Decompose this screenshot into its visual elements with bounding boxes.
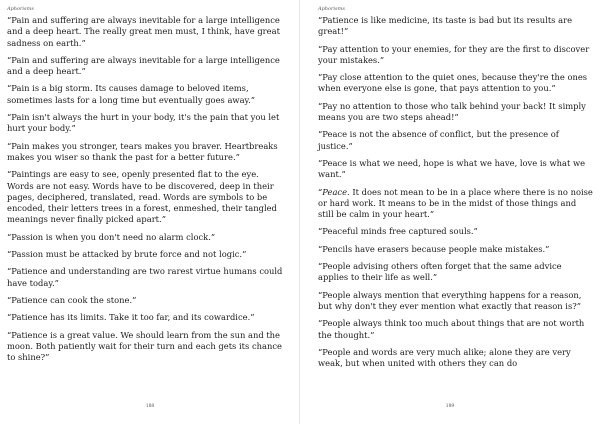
quote [318,72,594,95]
quote [318,101,594,124]
page-number: 189 [445,404,455,409]
quote: “Patience has its limits. Take it too far, and its cowardice.” [7,312,255,323]
quote-text: It does not mean to be in a place where there is no noise or hard work. It means to be in the midst of those things and still be calm in your heart.” [318,186,593,220]
quote [318,158,594,181]
quote [318,187,594,221]
quote [318,44,594,67]
quote [318,261,594,284]
quote-text: “Pay no attention to those who talk behind your back! It simply means you are two steps ahead!” [318,100,586,123]
quote: “Patience and understanding are two rarest virtue humans could have today.” [7,266,283,288]
quote: “Paintings are easy to see, openly presented flat to the eye. Words are not easy. Words have to be discovered, deep in their pages, deciphered, translated, read. Words are symbols to be encoded, their letters trees in a forest, enmeshed, their tangled meanings never finally picked apart.” [7,169,277,225]
quote: “Pain and suffering are always inevitable for a large intelligence and a deep heart.” [7,54,280,77]
quote-text: “Pay close attention to the quiet ones, because they're the ones when everyone else is gone, that pays attention to you.” [318,72,588,94]
quote [318,129,594,152]
quote-text: “Peace is not the absence of conflict, but the presence of justice.” [318,129,559,151]
quote-text: “People always think too much about things that are not worth the thought.” [318,318,585,340]
quote-list [7,15,283,369]
quote-text: “People advising others often forget that the same advice applies to their life as well.” [318,261,562,283]
quote [318,290,594,313]
page-number: 188 [145,404,155,409]
quote [318,15,594,38]
quote [318,318,594,341]
running-header: Aphorisms [318,6,345,12]
quote-text: “Patience is like medicine, its taste is bad but its results are great!” [318,15,573,37]
quote-text: “Pay attention to your enemies, for they are the first to discover your mistakes.” [318,43,590,65]
quote: “Patience can cook the stone.” [7,294,137,305]
quote-list [318,15,594,375]
quote-text: “Peaceful minds free captured souls.” [318,226,478,237]
quote [318,244,594,255]
quote [318,226,594,237]
quote: “Passion must be attacked by brute force and not logic.” [7,249,247,260]
right-page [300,0,600,424]
quote: “Pain is a big storm. Its causes damage to beloved items, sometimes lasts for a long time but eventually goes away.” [7,83,256,105]
quote: “Passion is when you don't need no alarm clock.” [7,231,216,242]
quote-text: “People and words are very much alike; alone they are very weak, but when united with others they can do [318,346,571,369]
quote-lead: “Peace. [318,186,350,197]
quote-text: “People always mention that everything happens for a reason, but why don't they ever mention what exactly that reason is?” [318,289,582,311]
quote [318,347,594,370]
quote: “Pain makes you stronger, tears makes you braver. Heartbreaks makes you wiser so thank the past for a better future.” [7,140,278,162]
quote: “Pain and suffering are always inevitable for a large intelligence and a deep heart. The really great men must, I think, have great sadness on earth.” [7,15,280,48]
quote-text: “Peace is what we need, hope is what we have, love is what we want.” [318,157,586,180]
running-header: Aphorisms [7,6,34,12]
quote-text: “Pencils have erasers because people make mistakes.” [318,243,550,254]
quote: “Patience is a great value. We should learn from the sun and the moon. Both patiently wait for their turn and each gets its chance to shine?” [7,329,282,363]
quote: “Pain isn't always the hurt in your body, it's the pain that you let hurt your body.” [7,112,280,134]
